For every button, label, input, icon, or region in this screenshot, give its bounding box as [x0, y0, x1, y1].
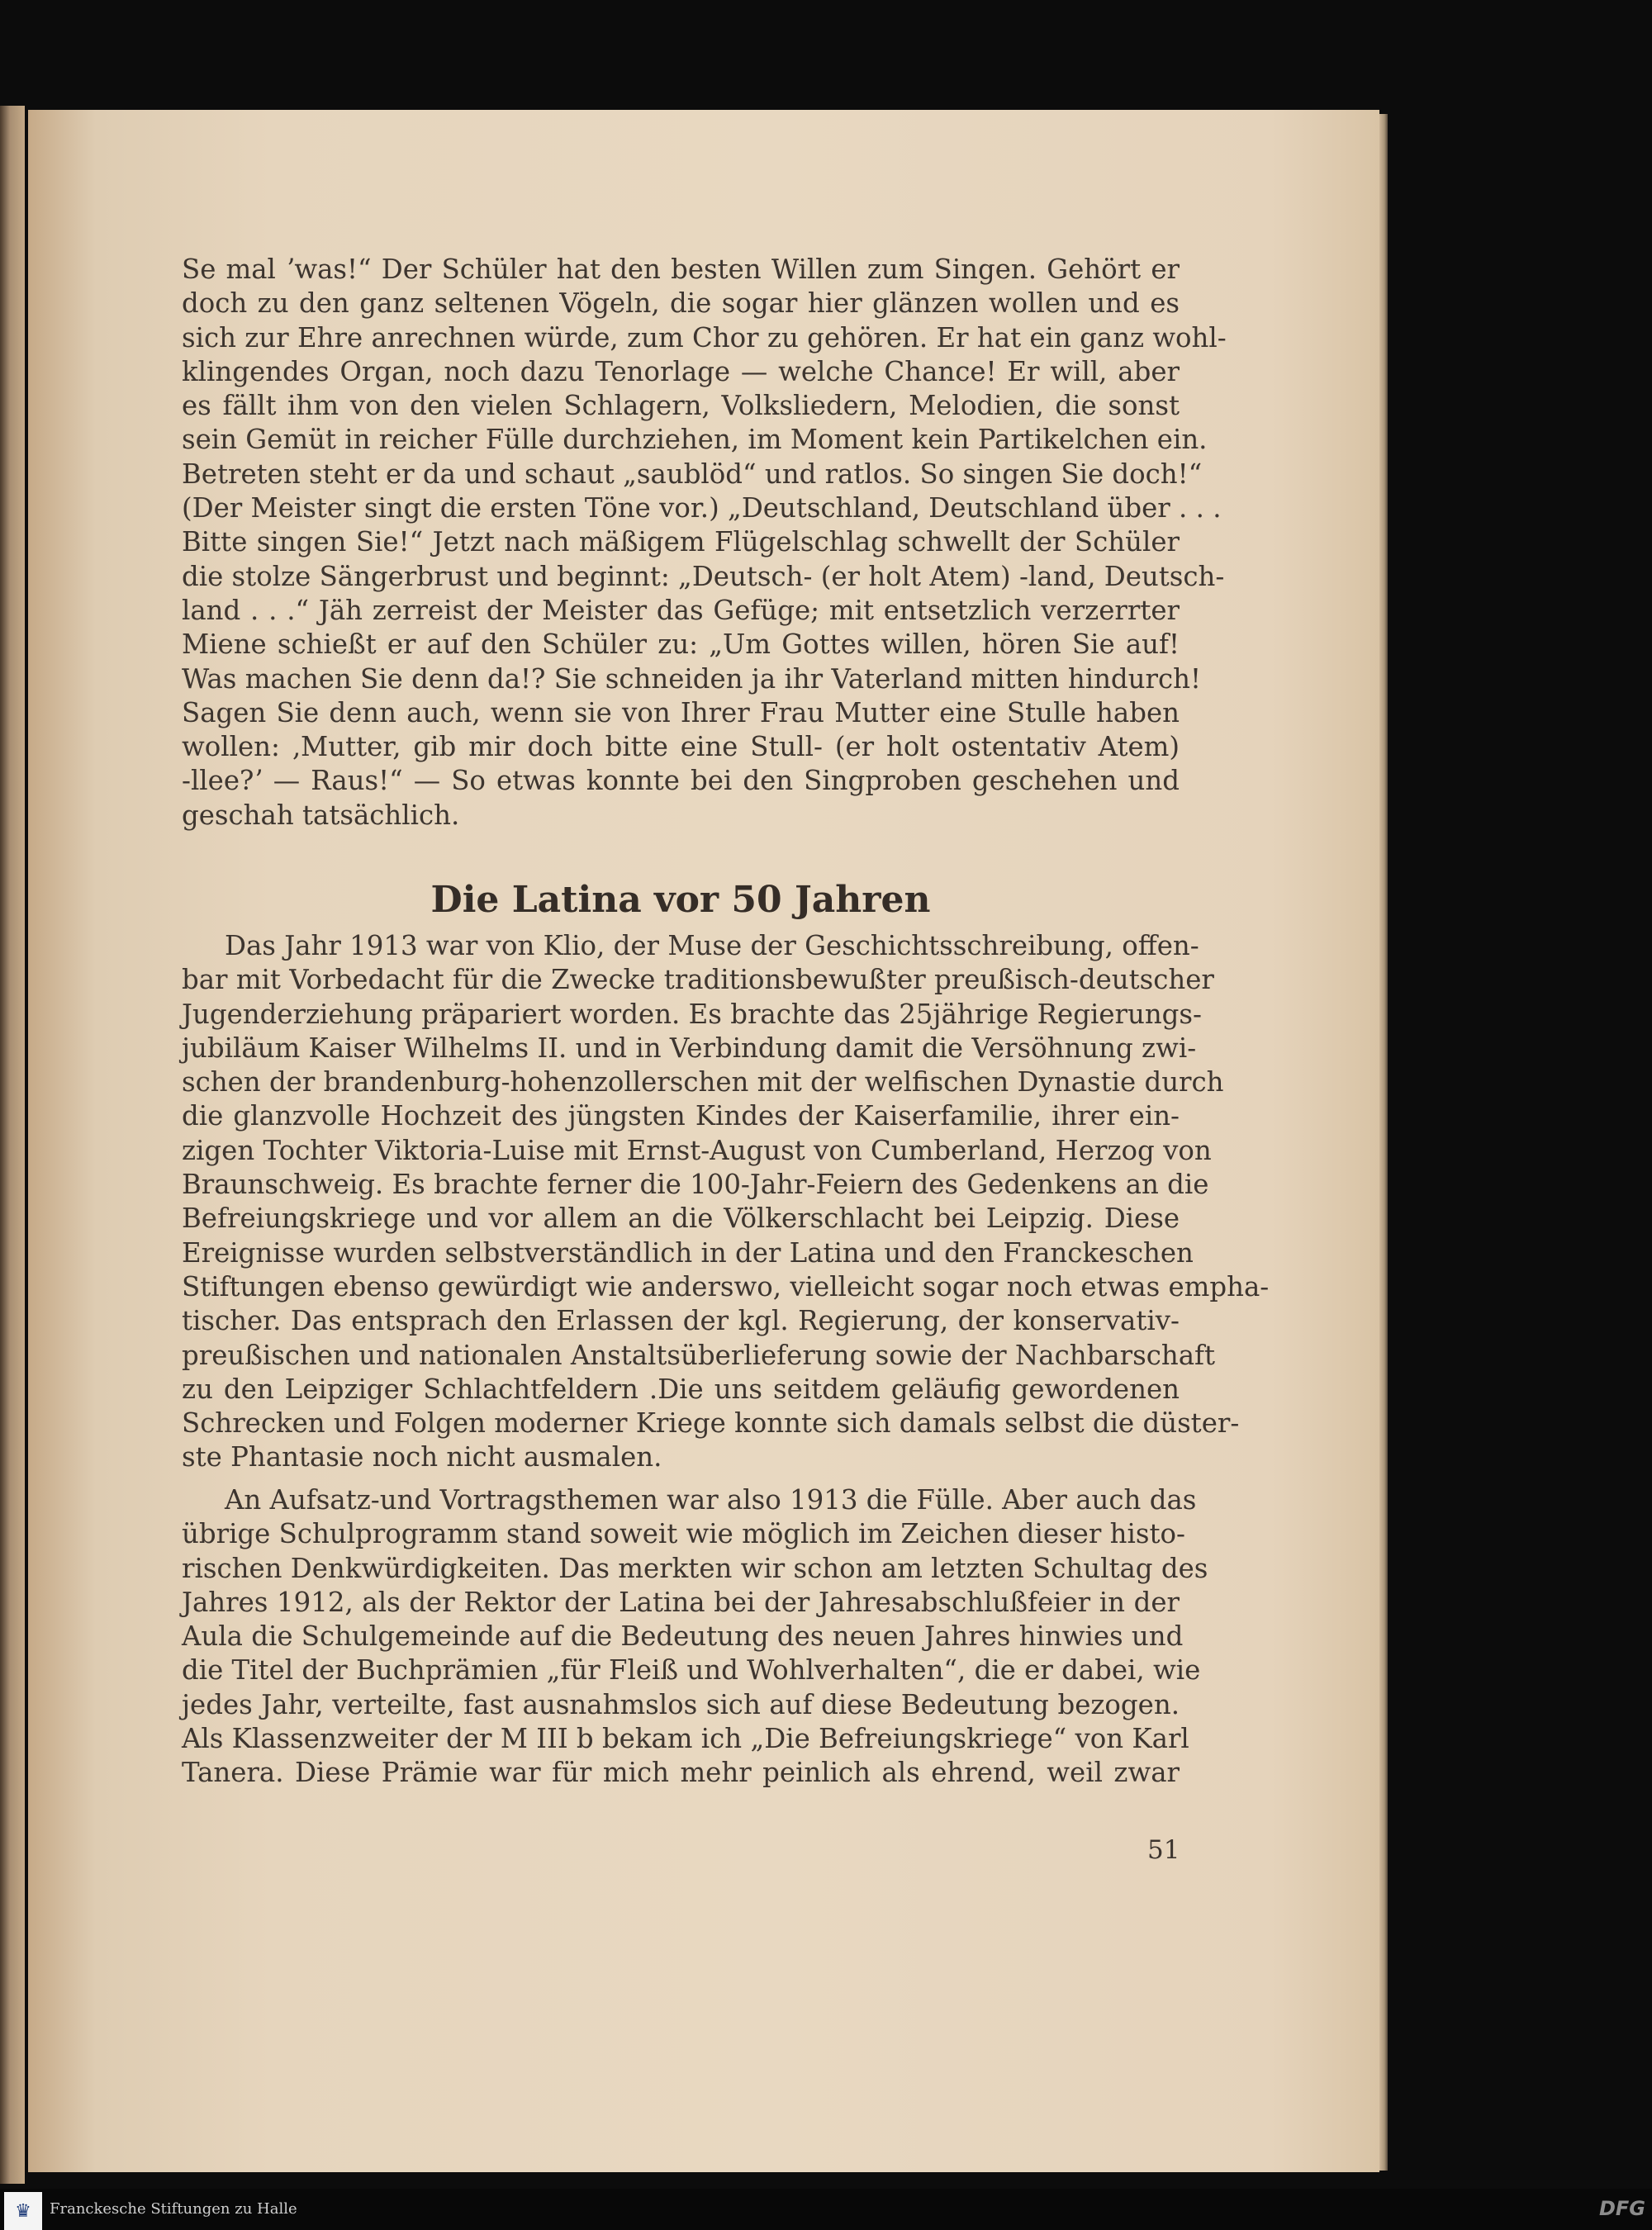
text-line: schen der brandenburg-hohenzollerschen mit der welfischen Dynastie durch: [182, 1066, 1224, 1098]
text-line: An Aufsatz-und Vortragsthemen war also 1913 die Fülle. Aber auch das: [225, 1484, 1197, 1516]
text-line: klingendes Organ, noch dazu Tenorlage — welche Chance! Er will, aber: [182, 355, 1180, 387]
text-line: Als Klassenzweiter der M III b bekam ich „Die Befreiungskriege“ von Karl: [182, 1723, 1189, 1755]
dfg-badge: DFG: [1598, 2197, 1645, 2220]
text-line: Bitte singen Sie!“ Jetzt nach mäßigem Flügelschlag schwellt der Schüler: [182, 526, 1180, 558]
text-line: Was machen Sie denn da!? Sie schneiden ja ihr Vaterland mitten hindurch!: [182, 662, 1202, 695]
text-line: die stolze Sängerbrust und beginnt: „Deutsch- (er holt Atem) -land, Deutsch-: [182, 560, 1225, 592]
text-line: Se mal ʼwas!“ Der Schüler hat den besten Willen zum Singen. Gehört er: [182, 254, 1180, 285]
text-line: Aula die Schulgemeinde auf die Bedeutung des neuen Jahres hinwies und: [182, 1620, 1184, 1653]
text-line: Jugenderziehung präpariert worden. Es brachte das 25jährige Regierungs-: [182, 998, 1202, 1030]
text-line: Schrecken und Folgen moderner Kriege konnte sich damals selbst die düster-: [182, 1407, 1240, 1440]
text-line: bar mit Vorbedacht für die Zwecke traditionsbewußter preußisch-deutscher: [182, 964, 1214, 996]
text-line: Jahres 1912, als der Rektor der Latina bei der Jahresabschlußfeier in der: [182, 1586, 1180, 1618]
text-line: jedes Jahr, verteilte, fast ausnahmslos sich auf diese Bedeutung bezogen.: [182, 1688, 1180, 1720]
text-line: sein Gemüt in reicher Fülle durchziehen, im Moment kein Partikelchen ein.: [182, 424, 1208, 456]
text-line: Braunschweig. Es brachte ferner die 100-Jahr-Feiern des Gedenkens an die: [182, 1169, 1209, 1201]
text-line: ste Phantasie noch nicht ausmalen.: [182, 1441, 662, 1473]
text-line: Ereignisse wurden selbstverständlich in der Latina und den Franckeschen: [182, 1236, 1194, 1269]
text-line: jubiläum Kaiser Wilhelms II. und in Verbindung damit die Versöhnung zwi-: [182, 1032, 1197, 1064]
page-stack-edge: [1379, 114, 1388, 2171]
text-line: rischen Denkwürdigkeiten. Das merkten wir schon am letzten Schultag des: [182, 1552, 1208, 1584]
text-line: Tanera. Diese Prämie war für mich mehr peinlich als ehrend, weil zwar: [182, 1757, 1180, 1789]
text-line: doch zu den ganz seltenen Vögeln, die sogar hier glänzen wollen und es: [182, 287, 1180, 320]
text-line: sich zur Ehre anrechnen würde, zum Chor zu gehören. Er hat ein ganz wohl-: [182, 321, 1227, 353]
text-line: Sagen Sie denn auch, wenn sie von Ihrer Frau Mutter eine Stulle haben: [182, 696, 1180, 728]
viewer-footer: [0, 2189, 1652, 2230]
text-line: Betreten steht er da und schaut „saublöd“ und ratlos. So singen Sie doch!“: [182, 458, 1203, 490]
text-line: land . . .“ Jäh zerreist der Meister das Gefüge; mit entsetzlich verzerrter: [182, 594, 1180, 626]
text-line: preußischen und nationalen Anstaltsüberlieferung sowie der Nachbarschaft: [182, 1339, 1216, 1371]
text-line: tischer. Das entsprach den Erlassen der kgl. Regierung, der konservativ-: [182, 1305, 1180, 1337]
text-line: (Der Meister singt die ersten Töne vor.) „Deutschland, Deutschland über . . .: [182, 492, 1222, 524]
text-line: es fällt ihm von den vielen Schlagern, Volksliedern, Melodien, die sonst: [182, 390, 1180, 422]
text-line: übrige Schulprogramm stand soweit wie möglich im Zeichen dieser histo-: [182, 1518, 1185, 1550]
section-heading: Die Latina vor 50 Jahren: [430, 879, 931, 921]
text-line: zigen Tochter Viktoria-Luise mit Ernst-August von Cumberland, Herzog von: [182, 1134, 1212, 1166]
text-line: die glanzvolle Hochzeit des jüngsten Kindes der Kaiserfamilie, ihrer ein-: [182, 1100, 1180, 1132]
text-line: die Titel der Buchprämien „für Fleiß und Wohlverhalten“, die er dabei, wie: [182, 1654, 1201, 1687]
paragraph-1: [182, 253, 1227, 833]
paragraph-2: [182, 929, 1270, 1475]
text-line: Stiftungen ebenso gewürdigt wie anderswo, vielleicht sogar noch etwas empha-: [182, 1270, 1270, 1302]
foundation-emblem-icon: ♛: [4, 2192, 42, 2230]
text-line: Miene schießt er auf den Schüler zu: „Um Gottes willen, hören Sie auf!: [182, 629, 1180, 661]
institution-name: Franckesche Stiftungen zu Halle: [50, 2200, 297, 2218]
text-line: wollen: ‚Mutter, gib mir doch bitte eine Stull- (er holt ostentativ Atem): [182, 731, 1180, 763]
page-number: 51: [1147, 1835, 1180, 1865]
previous-page-edge: [0, 106, 25, 2184]
text-line: Das Jahr 1913 war von Klio, der Muse der Geschichtsschreibung, offen-: [225, 930, 1199, 961]
text-line: -llee?ʼ — Raus!“ — So etwas konnte bei den Singproben geschehen und: [182, 765, 1180, 797]
text-line: geschah tatsächlich.: [182, 799, 460, 831]
text-line: Befreiungskriege und vor allem an die Völkerschlacht bei Leipzig. Diese: [182, 1203, 1180, 1235]
text-line: zu den Leipziger Schlachtfeldern .Die uns seitdem geläufig gewordenen: [182, 1373, 1180, 1405]
paragraph-3: [182, 1483, 1208, 1791]
